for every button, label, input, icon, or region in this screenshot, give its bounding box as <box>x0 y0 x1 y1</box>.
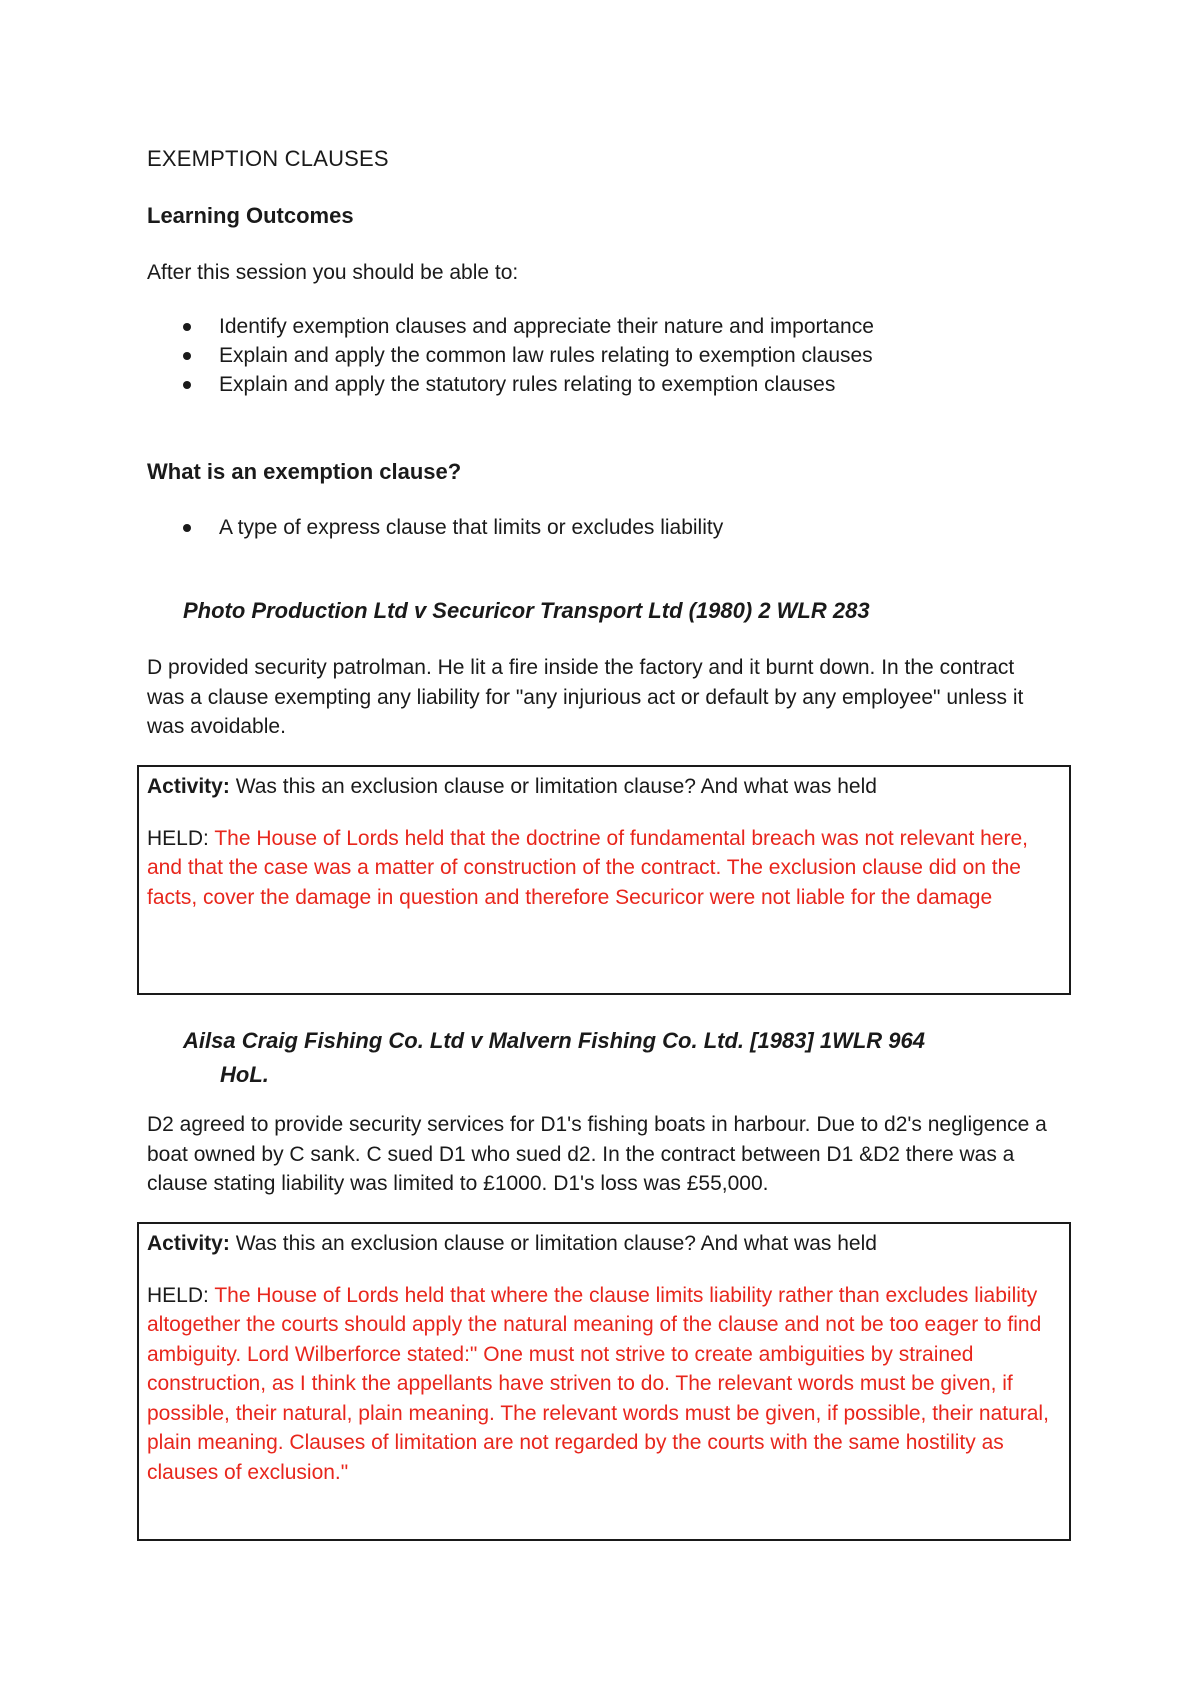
held-label: HELD: <box>147 1283 209 1307</box>
activity-prompt <box>147 1229 1061 1259</box>
activity-label: Activity: <box>147 775 230 798</box>
learning-outcomes-list <box>183 312 874 399</box>
case2-facts: D2 agreed to provide security services for D1's fishing boats in harbour. Due to d2's negligence a boat owned by C sank. C sued D1 who sued d2. In the contract between D1 &D2 there was a clause stating liability was limited to £1000. D1's loss was £55,000. <box>147 1113 1047 1195</box>
held-answer <box>147 1281 1061 1488</box>
case1-activity-box <box>137 765 1071 995</box>
activity-label: Activity: <box>147 1232 230 1255</box>
bullet-icon <box>183 323 191 331</box>
list-item-text: Explain and apply the common law rules relating to exemption clauses <box>219 344 873 367</box>
list-item <box>183 513 723 542</box>
activity-question: Was this an exclusion clause or limitation clause? And what was held <box>229 775 877 798</box>
document-title: EXEMPTION CLAUSES <box>147 146 389 171</box>
activity-question: Was this an exclusion clause or limitation clause? And what was held <box>229 1232 877 1255</box>
definition-heading: What is an exemption clause? <box>147 459 462 484</box>
bullet-icon <box>183 381 191 389</box>
list-item-text: Explain and apply the statutory rules relating to exemption clauses <box>219 373 836 396</box>
learning-outcomes-intro: After this session you should be able to: <box>147 261 519 284</box>
held-text: The House of Lords held that the doctrine of fundamental breach was not relevant here, and that the case was a matter of construction of the contract. The exclusion clause did on the facts, cover the damage in question and therefore Securicor were not liable for the damage <box>147 826 1028 909</box>
learning-outcomes-heading: Learning Outcomes <box>147 203 354 228</box>
case2-title <box>183 1024 1063 1092</box>
list-item-text: A type of express clause that limits or excludes liability <box>219 516 724 539</box>
case2-title-line2: HoL. <box>220 1062 269 1087</box>
definition-list <box>183 513 723 542</box>
bullet-icon <box>183 524 191 532</box>
case1-title: Photo Production Ltd v Securicor Transport Ltd (1980) 2 WLR 283 <box>183 598 870 623</box>
held-label: HELD: <box>147 826 209 850</box>
bullet-icon <box>183 352 191 360</box>
held-text: The House of Lords held that where the clause limits liability rather than excludes liability altogether the courts should apply the natural meaning of the clause and not be too eager to find ambiguity. Lord Wilberforce stated:" One must not strive to create ambiguities by strained construction, as I think the appellants have striven to do. The relevant words must be given, if possible, their natural, plain meaning. The relevant words must be given, if possible, their natural, plain meaning. Clauses of limitation are not regarded by the courts with the same hostility as clauses of exclusion." <box>147 1283 1049 1484</box>
list-item-text: Identify exemption clauses and appreciate their nature and importance <box>219 315 874 338</box>
activity-prompt <box>147 772 1061 802</box>
held-answer <box>147 824 1061 913</box>
list-item <box>183 312 874 341</box>
case1-facts: D provided security patrolman. He lit a fire inside the factory and it burnt down. In the contract was a clause exempting any liability for "any injurious act or default by any employee" unless it was avoidable. <box>147 656 1024 738</box>
case2-title-line1: Ailsa Craig Fishing Co. Ltd v Malvern Fishing Co. Ltd. [1983] 1WLR 964 <box>183 1028 925 1053</box>
case2-activity-box <box>137 1222 1071 1541</box>
list-item <box>183 341 874 370</box>
list-item <box>183 370 874 399</box>
